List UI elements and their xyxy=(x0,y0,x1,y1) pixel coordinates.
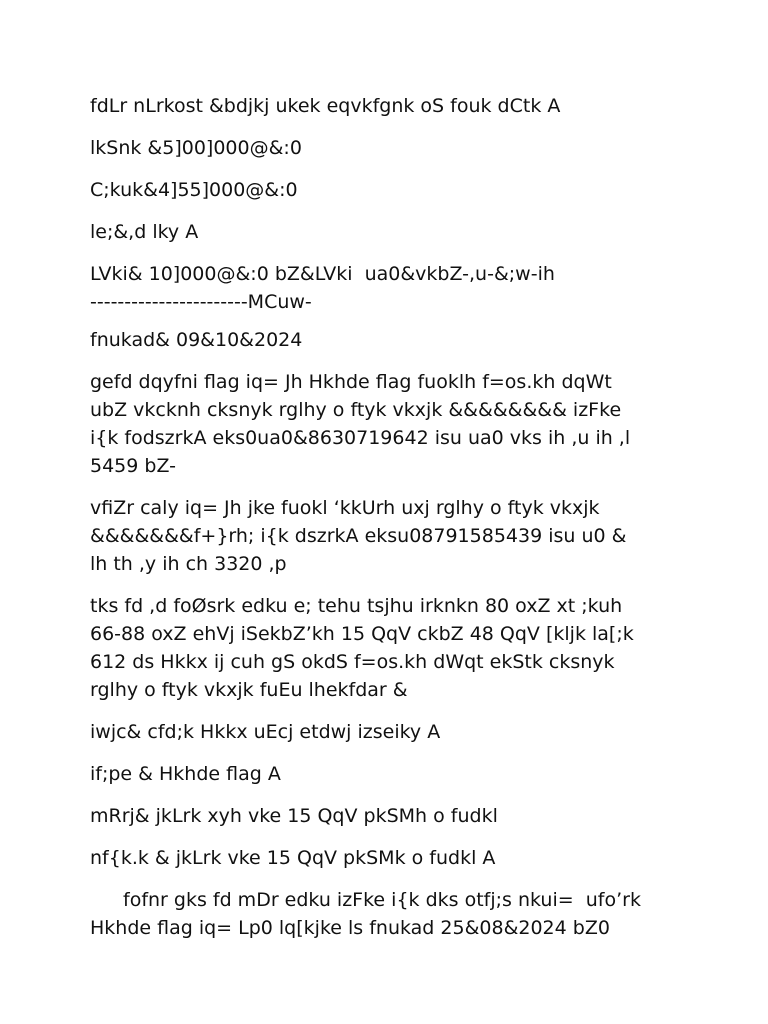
text-line: vfiZr caly iq= Jh jke fuokl ‘kkUrh uxj rglhy o ftyk vkxjk xyxy=(90,497,600,519)
document-page xyxy=(90,92,690,956)
first-party-paragraph xyxy=(90,368,690,480)
stamp-line xyxy=(90,260,690,316)
sale-amount-line xyxy=(90,134,690,162)
text-line: &&&&&&&f+}rh; i{k dszrkA eksu08791585439 isu u0 & xyxy=(90,525,627,547)
text-line: mRrj& jkLrk xyh vke 15 QqV pkSMh o fudkl xyxy=(90,805,498,827)
text-line: C;kuk&4]55]000@&:0 xyxy=(90,179,298,201)
text-line: fnukad& 09&10&2024 xyxy=(90,329,303,351)
text-line: fofnr gks fd mDr edku izFke i{k dks otfj;s nkui= ufo’rk xyxy=(123,889,641,911)
text-line: gefd dqyfni flag iq= Jh Hkhde flag fuoklh f=os.kh dqWt xyxy=(90,371,612,393)
text-line: LVki& 10]000@&:0 bZ&LVki ua0&vkbZ-,u-&;w-ih xyxy=(90,263,555,285)
text-line: 5459 bZ- xyxy=(90,455,176,477)
closing-paragraph xyxy=(90,886,690,942)
text-line: le;&,d lky A xyxy=(90,221,199,243)
text-line: i{k fodszrkA eks0ua0&8630719642 isu ua0 vks ih ,u ih ,l xyxy=(90,427,631,449)
text-line: nf{k.k & jkLrk vke 15 QqV pkSMk o fudkl A xyxy=(90,847,496,869)
property-paragraph xyxy=(90,592,690,704)
boundary-east-line xyxy=(90,718,690,746)
boundary-west-line xyxy=(90,760,690,788)
text-line: rglhy o ftyk vkxjk fuEu lhekfdar & xyxy=(90,679,408,701)
second-party-paragraph xyxy=(90,494,690,578)
text-line: ubZ vkcknh cksnyk rglhy o ftyk vkxjk &&&&&&&& izFke xyxy=(90,399,622,421)
text-line: lh th ,y ih ch 3320 ,p xyxy=(90,553,287,575)
text-line: fdLr nLrkost &bdjkj ukek eqvkfgnk oS fouk dCtk A xyxy=(90,95,561,117)
text-line: iwjc& cfd;k Hkkx uEcj etdwj izseiky A xyxy=(90,721,441,743)
advance-amount-line xyxy=(90,176,690,204)
boundary-north-line xyxy=(90,802,690,830)
text-line: lkSnk &5]00]000@&:0 xyxy=(90,137,302,159)
heading-line xyxy=(90,92,690,120)
period-line xyxy=(90,218,690,246)
text-line: Hkhde flag iq= Lp0 lq[kjke ls fnukad 25&08&2024 bZ0 xyxy=(90,917,610,939)
text-line: tks fd ,d foØsrk edku e; tehu tsjhu irknkn 80 oxZ xt ;kuh xyxy=(90,595,623,617)
text-line: 612 ds Hkkx ij cuh gS okdS f=os.kh dWqt ekStk cksnyk xyxy=(90,651,615,673)
date-line xyxy=(90,326,690,354)
text-line: if;pe & Hkhde flag A xyxy=(90,763,281,785)
text-line: -----------------------MCuw- xyxy=(90,291,312,313)
boundary-south-line xyxy=(90,844,690,872)
text-line: 66-88 oxZ ehVj iSekbZ’kh 15 QqV ckbZ 48 QqV [kljk la[;k xyxy=(90,623,634,645)
